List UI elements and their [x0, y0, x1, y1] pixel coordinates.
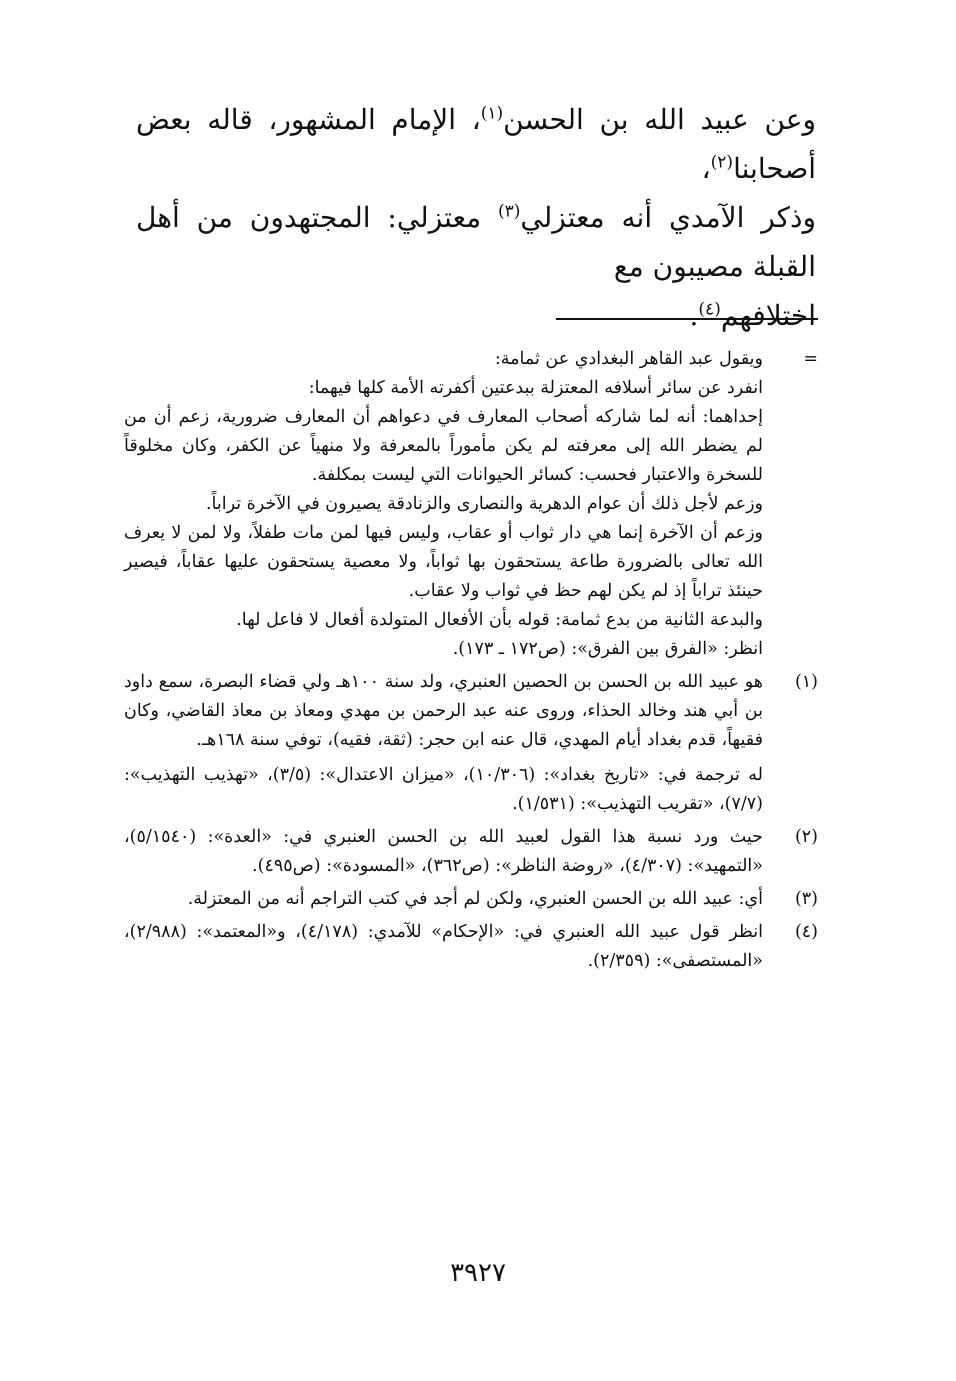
footnote-paragraph: له ترجمة في: «تاريخ بغداد»: (١٠/٣٠٦)، «ميزان الاعتدال»: (٣/٥)، «تهذيب التهذيب»: (٧/٧)، «تقريب التهذيب»: (١/٥٣١).: [124, 765, 763, 814]
continuation-line: انفرد عن سائر أسلافه المعتزلة ببدعتين أكفرته الأمة كلها فيهما:: [308, 378, 763, 398]
footnote-paragraph: هو عبيد الله بن الحسن بن الحصين العنبري، ولد سنة ١٠٠هـ ولي قضاء البصرة، سمع داود بن أبي هند وخالد الحذاء، وروى عنه عبد الرحمن بن مهدي ومعاذ بن معاذ القاضي، وكان فقيهاً، قدم بغداد أيام المهدي، قال عنه ابن حجر: (ثقة، فقيه)، توفي سنة ١٦٨هـ.: [124, 672, 763, 750]
main-line-1: وعن عبيد الله بن الحسن$^{(١)}$، الإمام المشهور، قاله بعض أصحابنا$^{(٢)}$،: [136, 103, 816, 185]
page-number: ٣٩٢٧: [450, 1258, 506, 1288]
continuation-line: والبدعة الثانية من بدع ثمامة: قوله بأن الأفعال المتولدة أفعال لا فاعل لها.: [236, 610, 763, 630]
main-line-3: اختلافهم$^{(٤)}$.: [689, 299, 816, 332]
continuation-line: وزعم أن الآخرة إنما هي دار ثواب أو عقاب، وليس فيها لمن مات طفلاً، ولا لمن لا يعرف الله تعالى بالضرورة طاعة يستحقون بها ثواباً، ولا معصية يستحقون عليها عقاباً، فيصير حينئذ تراباً إذ لم يكن لهم حظ في ثواب ولا عقاب.: [124, 523, 763, 601]
footnote-paragraph: حيث ورد نسبة هذا القول لعبيد الله بن الحسن العنبري في: «العدة»: (٥/١٥٤٠)، «التمهيد»: (٤/٣٠٧)، «روضة الناظر»: (ص٣٦٢)، «المسودة»: (ص٤٩٥).: [124, 827, 763, 876]
continuation-line: انظر: «الفرق بين الفرق»: (ص١٧٢ ـ ١٧٣).: [452, 639, 763, 659]
footnote-continuation: [124, 345, 818, 664]
footnote-number: (٤): [794, 922, 818, 942]
continuation-marker: =: [803, 349, 818, 369]
footnote-ref-4: (٤): [698, 299, 721, 320]
main-text: [136, 95, 816, 340]
continuation-line: ويقول عبد القاهر البغدادي عن ثمامة:: [494, 349, 763, 369]
footnote-4: [124, 918, 818, 976]
footnote-1: [124, 668, 818, 819]
footnote-ref-2: (٢): [710, 152, 734, 173]
footnote-separator: [556, 318, 818, 320]
footnote-number: (٣): [794, 889, 818, 909]
footnote-ref-1: (١): [480, 103, 504, 124]
continuation-line: وزعم لأجل ذلك أن عوام الدهرية والنصارى والزنادقة يصيرون في الآخرة تراباً.: [205, 494, 763, 514]
footnote-3: [124, 885, 818, 914]
main-line-2: وذكر الآمدي أنه معتزلي$^{(٣)}$ معتزلي: المجتهدون من أهل القبلة مصيبون مع: [136, 201, 816, 283]
footnote-2: [124, 823, 818, 881]
footnote-number: (٢): [794, 827, 818, 847]
footnotes: [124, 345, 818, 976]
footnote-paragraph: أي: عبيد الله بن الحسن العنبري، ولكن لم أجد في كتب التراجم أنه من المعتزلة.: [187, 889, 763, 909]
footnote-ref-3: (٣): [497, 201, 521, 222]
footnote-paragraph: انظر قول عبيد الله العنبري في: «الإحكام» للآمدي: (٤/١٧٨)، و«المعتمد»: (٢/٩٨٨)، «المستصفى»: (٢/٣٥٩).: [124, 922, 764, 971]
footnote-number: (١): [794, 672, 818, 692]
continuation-line: إحداهما: أنه لما شاركه أصحاب المعارف في دعواهم أن المعارف ضرورية، زعم أن من لم يضطر الله إلى معرفته لم يكن مأموراً بالمعرفة ولا منهياً عن الكفر، وكان مخلوقاً للسخرة والاعتبار فحسب: كسائر الحيوانات التي ليست بمكلفة.: [124, 407, 763, 485]
